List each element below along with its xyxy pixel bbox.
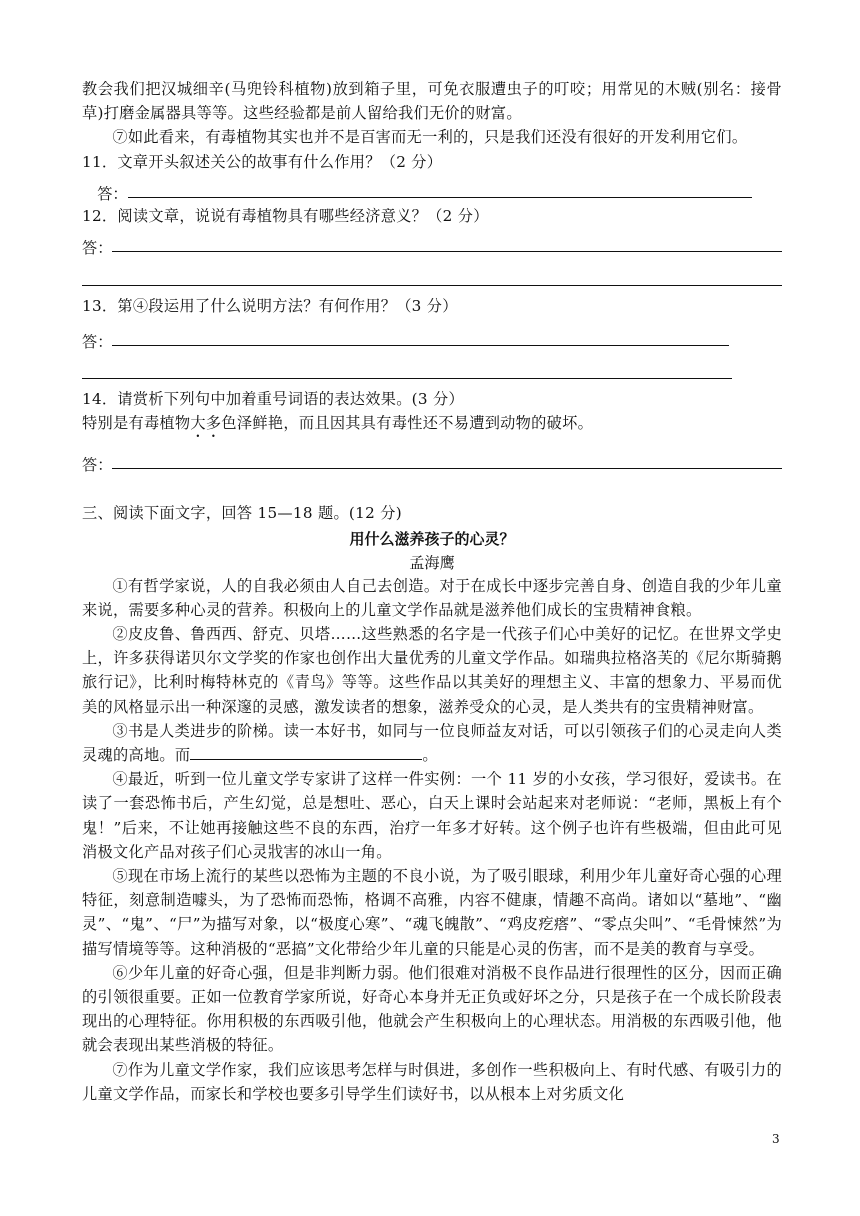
sentence-part: 色泽鲜艳，而且因其具有毒性还不易遭到动物的破坏。 xyxy=(221,414,594,433)
article-paragraph-2: ②皮皮鲁、鲁西西、舒克、贝塔……这些熟悉的名字是一代孩子们心中美好的记忆。在世界文学史上，许多获得诺贝尔文学奖的作家也创作出大量优秀的儿童文学作品。如瑞典拉格洛芙的《尼尔斯骑鹅旅行记》，比利时梅特林克的《青鸟》等等。这些作品以其美好的理想主义、丰富的想象力、平易而优美的风格显示出一种深邃的灵感，激发读者的想象，滋养受众的心灵，是人类共有的宝贵精神财富。 xyxy=(82,625,782,716)
answer-row-13 xyxy=(82,318,782,352)
paragraph-text: ③书是人类进步的阶梯。读一本好书，如同与一位良师益友对话，可以引领孩子们的心灵走向人类灵魂的高地。而 xyxy=(82,721,782,765)
passage-paragraph-6-tail: 教会我们把汉城细辛(马兜铃科植物)放到箱子里，可免衣服遭虫子的叮咬；用常见的木贼(别名：接骨草)打磨金属器具等等。这些经验都是前人留给我们无价的财富。 xyxy=(82,80,782,123)
fill-in-blank[interactable] xyxy=(190,745,422,760)
exam-page xyxy=(82,77,782,1106)
page-number: 3 xyxy=(772,1132,780,1146)
passage-paragraph-7: ⑦如此看来，有毒植物其实也并不是百害而无一利的，只是我们还没有很好的开发利用它们。 xyxy=(112,128,748,147)
answer-line[interactable] xyxy=(128,197,752,198)
article-paragraph-7: ⑦作为儿童文学作家，我们应该思考怎样与时俱进，多创作一些积极向上、有时代感、有吸引力的儿童文学作品，而家长和学校也要多引导学生们读好书，以从根本上对劣质文化 xyxy=(82,1060,782,1103)
answer-line[interactable] xyxy=(112,345,729,346)
article-paragraph-3 xyxy=(82,719,782,767)
answer-row-11 xyxy=(82,174,782,204)
sentence-part: 特别是有毒植物 xyxy=(82,414,191,433)
question-14-sentence xyxy=(82,411,782,441)
answer-line[interactable] xyxy=(112,468,782,469)
article-paragraph-6: ⑥少年儿童的好奇心强，但是非判断力弱。他们很难对消极不良作品进行很理性的区分，因而正确的引领很重要。正如一位教育学家所说，好奇心本身并无正负或好坏之分，只是孩子在一个成长阶段表现出的心理特征。你用积极的东西吸引他，他就会产生积极向上的心理状态。用消极的东西吸引他，他就会表现出某些消极的特征。 xyxy=(82,963,782,1055)
question-13: 13．第④段运用了什么说明方法？有何作用？（3 分） xyxy=(82,297,458,316)
answer-label: 答： xyxy=(82,239,113,258)
section-heading: 三、阅读下面文字，回答 15—18 题。(12 分) xyxy=(82,504,402,523)
answer-row-14 xyxy=(82,441,782,475)
paragraph-text: 。 xyxy=(422,746,438,765)
answer-label: 答： xyxy=(82,333,113,352)
article-paragraph-5: ⑤现在市场上流行的某些以恐怖为主题的不良小说，为了吸引眼球，利用少年儿童好奇心强的心理特征，刻意制造噱头，为了恐怖而恐怖，格调不高雅，内容不健康，情趣不高尚。诸如以“墓地”、“幽灵”、“鬼”、“尸”为描写对象，以“极度心寒”、“魂飞魄散”、“鸡皮疙瘩”、“零点尖叫”、“毛骨悚然”为描写情境等等。这种消极的“恶搞”文化带给少年儿童的只能是心灵的伤害，而不是美的教育与享受。 xyxy=(82,867,782,958)
question-14: 14．请赏析下列句中加着重号词语的表达效果。(3 分） xyxy=(82,390,464,409)
article-title: 用什么滋养孩子的心灵？ xyxy=(349,529,515,548)
answer-line[interactable] xyxy=(82,378,732,379)
answer-label: 答： xyxy=(97,184,128,203)
question-11: 11．文章开头叙述关公的故事有什么作用？（2 分） xyxy=(82,152,443,171)
emphasized-words: 大多 xyxy=(190,414,222,433)
article-paragraph-1: ①有哲学家说，人的自我必须由人自己去创造。对于在成长中逐步完善自身、创造自我的少年儿童来说，需要多种心灵的营养。积极向上的儿童文学作品就是滋养他们成长的宝贵精神食粮。 xyxy=(82,576,782,619)
article-paragraph-4: ④最近，听到一位儿童文学专家讲了这样一件实例：一个 11 岁的小女孩，学习很好，爱读书。在读了一套恐怖书后，产生幻觉，总是想吐、恶心，白天上课时会站起来对老师说：“老师，黑板上有个鬼！”后来，不让她再接触这些不良的东西，治疗一年多才好转。这个例子也许有些极端，但由此可见消极文化产品对孩子们心灵戕害的冰山一角。 xyxy=(82,770,782,861)
answer-row-12 xyxy=(82,228,782,258)
question-12: 12．阅读文章，说说有毒植物具有哪些经济意义？（2 分） xyxy=(82,206,489,225)
answer-line[interactable] xyxy=(82,285,782,286)
answer-label: 答： xyxy=(82,456,113,475)
answer-line[interactable] xyxy=(112,251,782,252)
article-author: 孟海鹰 xyxy=(409,553,455,572)
